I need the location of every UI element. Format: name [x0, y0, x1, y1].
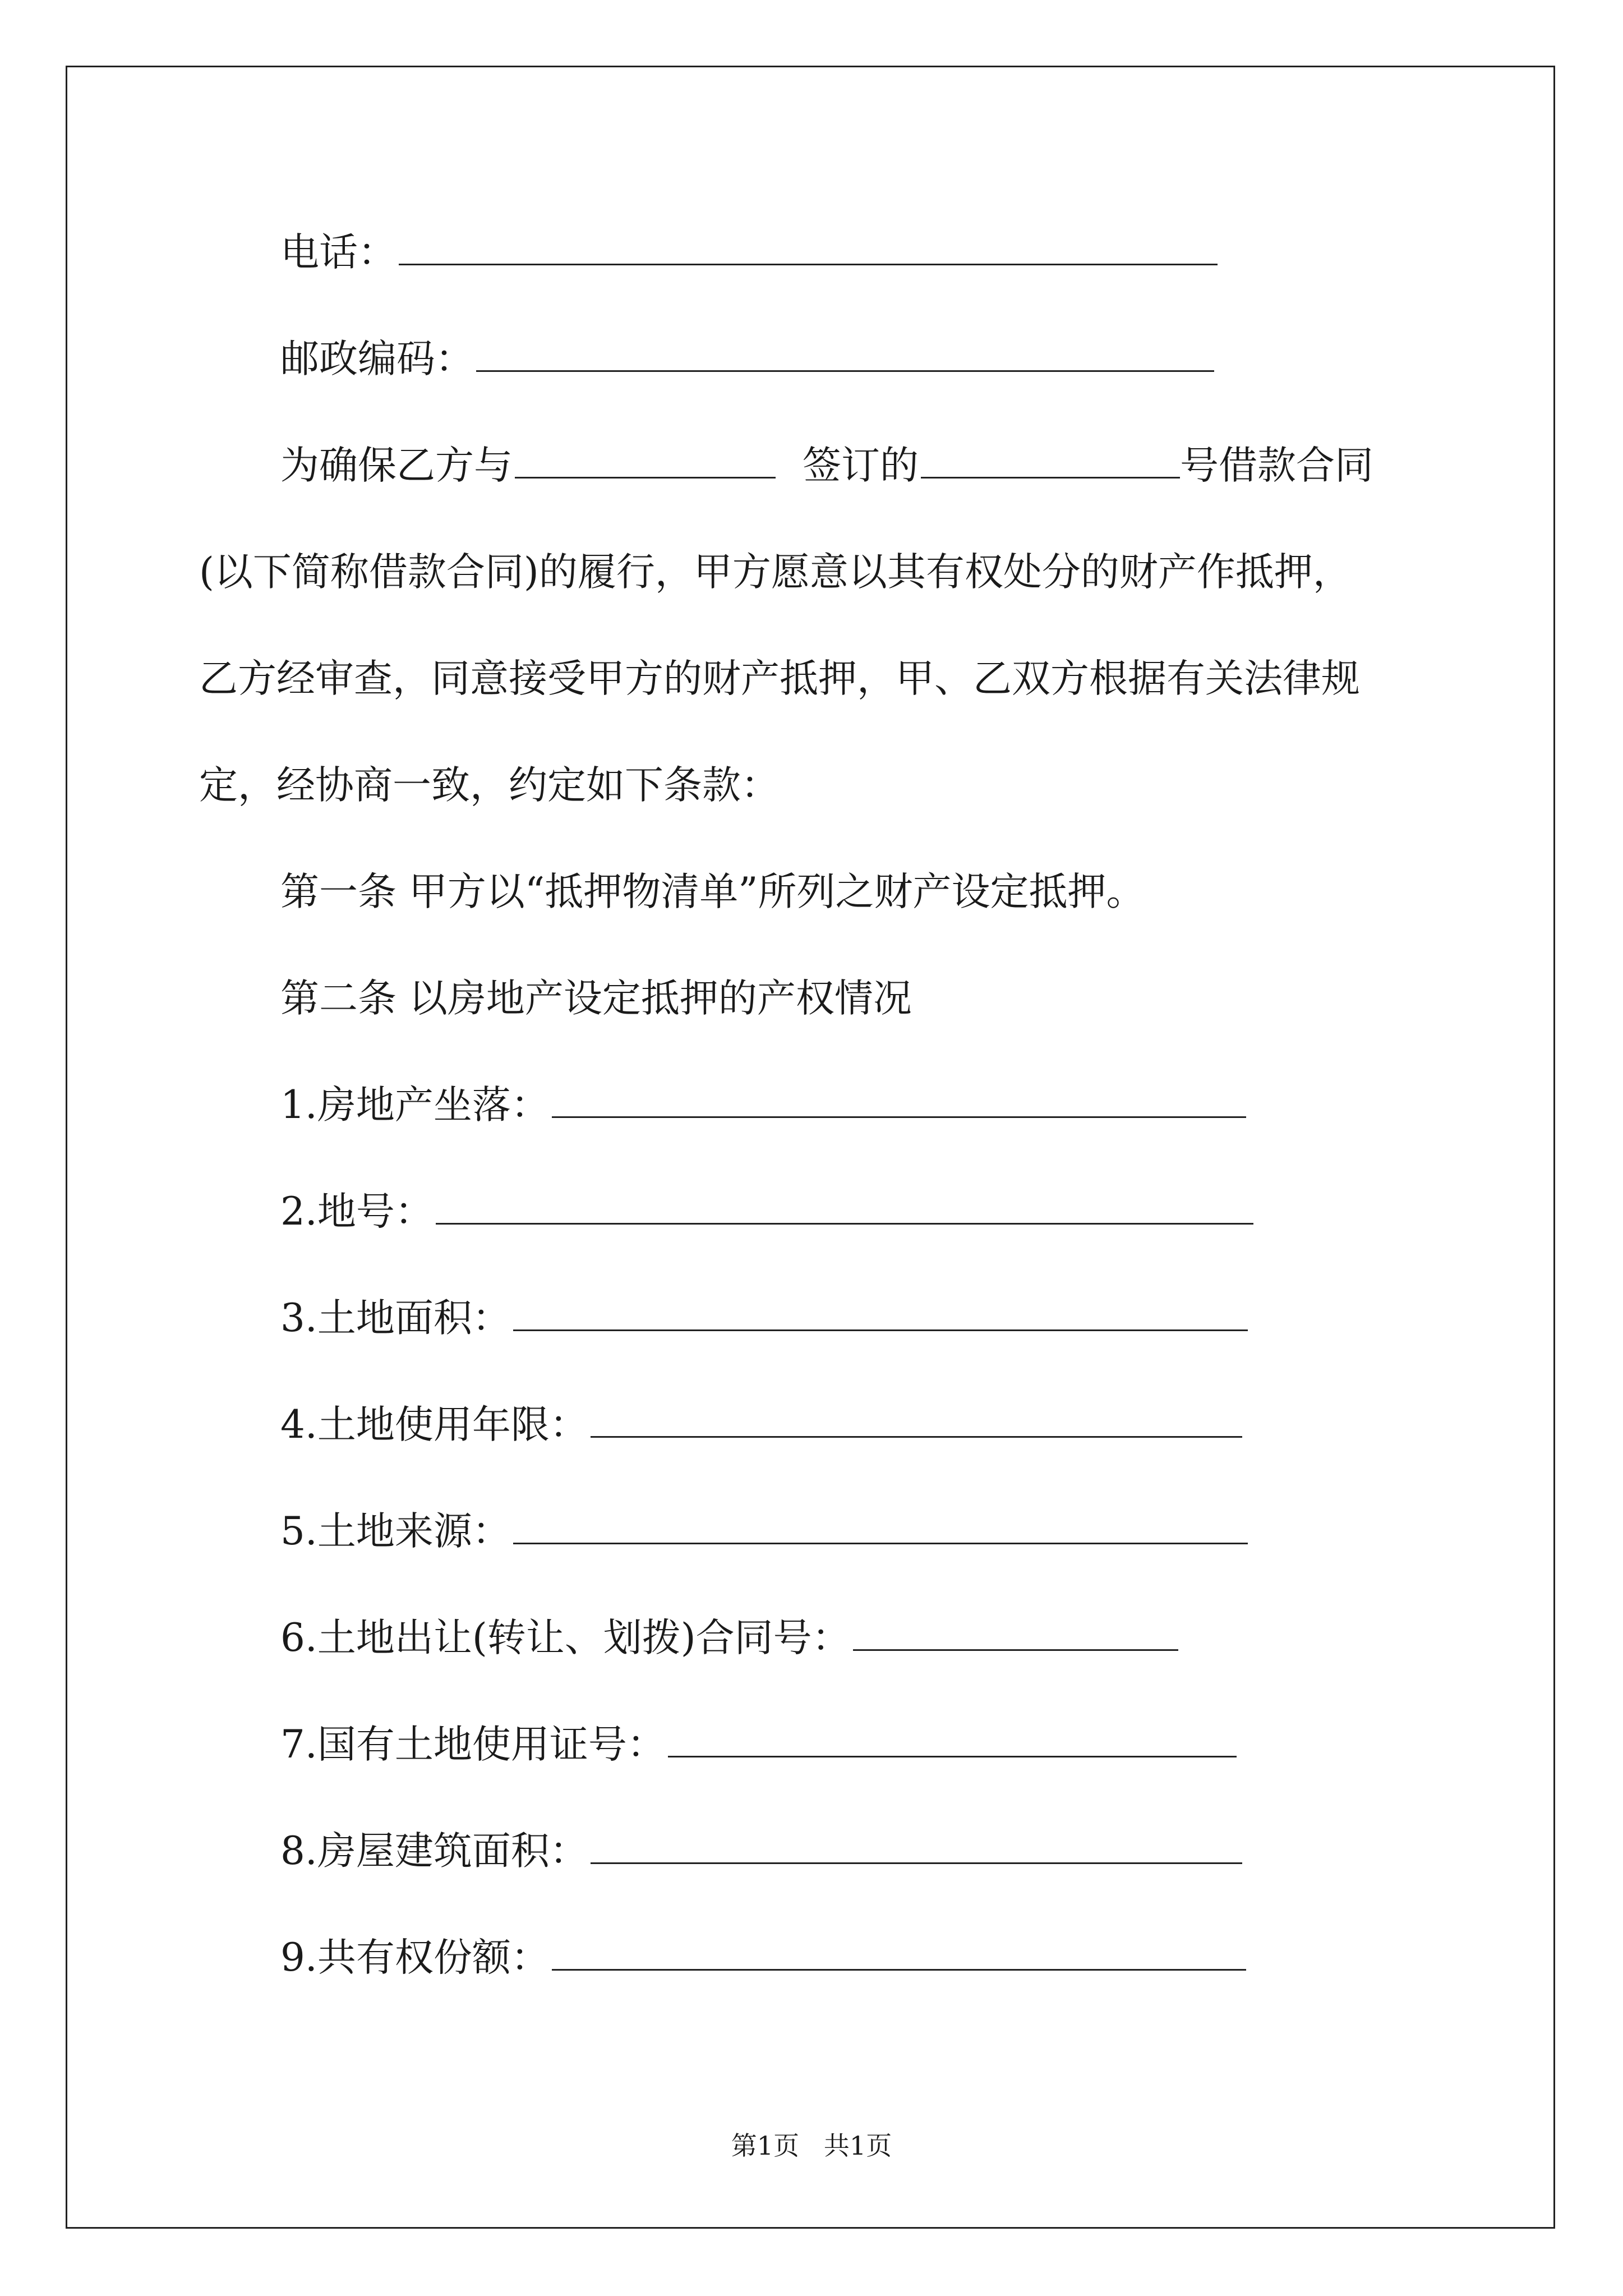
item-2-blank[interactable]: [436, 1187, 1253, 1225]
item-2-line: [280, 1184, 1253, 1240]
page-footer: 第1页 共1页: [731, 2131, 892, 2161]
party-blank[interactable]: [515, 441, 776, 478]
item-3-line: [280, 1290, 1248, 1346]
phone-line: [280, 224, 1218, 280]
postcode-line: [280, 331, 1214, 387]
postcode-blank[interactable]: [476, 334, 1214, 372]
item-2-label: 2.地号：: [280, 1189, 434, 1234]
item-8-line: [280, 1823, 1242, 1879]
article-1: 第一条 甲方以“抵押物清单”所列之财产设定抵押。: [280, 869, 1145, 914]
item-5-line: [280, 1503, 1248, 1559]
phone-label: 电话：: [280, 230, 396, 275]
postcode-label: 邮政编码：: [280, 337, 474, 381]
item-1-line: [280, 1077, 1246, 1133]
intro-part3: 号借款合同: [1180, 443, 1373, 488]
item-7-label: 7.国有土地使用证号：: [280, 1722, 666, 1767]
page-border: [66, 66, 1555, 2229]
intro-line-2: (以下简称借款合同)的履行，甲方愿意以其有权处分的财产作抵押，: [199, 550, 1352, 595]
article-2: 第二条 以房地产设定抵押的产权情况: [280, 976, 912, 1021]
item-9-blank[interactable]: [552, 1933, 1246, 1971]
item-6-line: [280, 1610, 1178, 1666]
item-7-line: [280, 1717, 1237, 1773]
phone-blank[interactable]: [399, 228, 1218, 265]
item-8-blank[interactable]: [591, 1826, 1242, 1864]
item-3-label: 3.土地面积：: [280, 1296, 511, 1341]
item-4-blank[interactable]: [591, 1400, 1242, 1438]
item-8-label: 8.房屋建筑面积：: [280, 1829, 588, 1874]
item-5-label: 5.土地来源：: [280, 1509, 511, 1554]
intro-line-3: 乙方经审查，同意接受甲方的财产抵押，甲、乙双方根据有关法律规: [199, 656, 1360, 701]
item-4-line: [280, 1397, 1242, 1453]
item-9-label: 9.共有权份额：: [280, 1935, 550, 1980]
intro-part2: 签订的: [803, 443, 919, 488]
item-1-label: 1.房地产坐落：: [280, 1083, 550, 1128]
item-4-label: 4.土地使用年限：: [280, 1402, 588, 1447]
item-7-blank[interactable]: [668, 1720, 1237, 1757]
item-3-blank[interactable]: [513, 1294, 1248, 1331]
item-1-blank[interactable]: [552, 1080, 1246, 1118]
item-6-label: 6.土地出让(转让、划拨)合同号：: [280, 1616, 851, 1660]
intro-part1: 为确保乙方与: [280, 443, 513, 488]
item-5-blank[interactable]: [513, 1507, 1248, 1544]
contract-number-blank[interactable]: [921, 441, 1180, 478]
intro-line-1: [280, 438, 1373, 494]
intro-line-4: 定，经协商一致，约定如下条款：: [199, 763, 780, 808]
item-6-blank[interactable]: [853, 1613, 1178, 1651]
item-9-line: [280, 1930, 1246, 1986]
